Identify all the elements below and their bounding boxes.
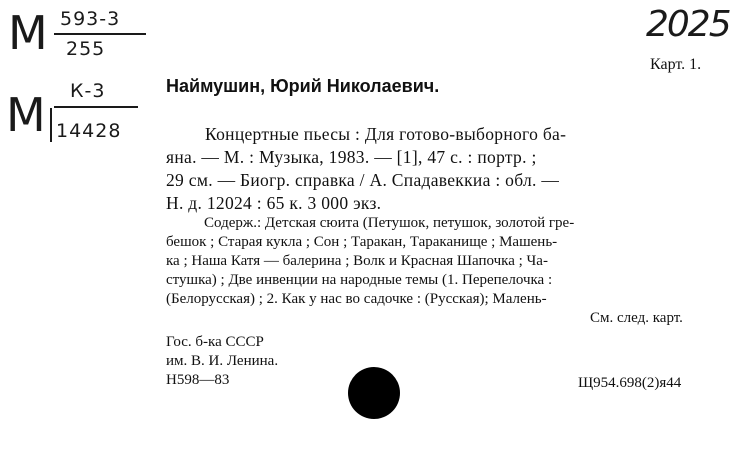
shelfmark-bottom-letter: М xyxy=(6,88,46,142)
card-punch-hole xyxy=(348,367,400,419)
shelfmark-bottom-number: К-3 xyxy=(70,80,106,102)
description-line: 29 см. — Биогр. справка / А. Спадавеккиа : обл. — xyxy=(166,170,560,190)
description-line: Н. д. 12024 : 65 к. 3 000 экз. xyxy=(166,193,382,213)
shelfmark-bottom-denominator: 14428 xyxy=(56,120,122,142)
description-line: яна. — М. : Музыка, 1983. — [1], 47 с. : портр. ; xyxy=(166,147,537,167)
shelfmark-bottom-fraction-line xyxy=(54,106,138,108)
shelfmark-top-denominator: 255 xyxy=(66,38,106,60)
contents-line: Содерж.: Детская сюита (Петушок, петушок, золотой гре- xyxy=(204,215,575,231)
shelfmark-top-fraction-line xyxy=(54,33,146,35)
description-line: Концертные пьесы : Для готово-выборного ба- xyxy=(205,124,567,144)
shelfmark-bottom-bracket xyxy=(50,108,52,142)
contents-line: ка ; Наша Катя — балерина ; Волк и Красная Шапочка ; Ча- xyxy=(166,253,548,269)
shelfmark-top-number: 593-3 xyxy=(60,8,121,30)
shelfmark-top-letter: М xyxy=(8,6,48,60)
card-label: Карт. 1. xyxy=(650,56,702,73)
card-number-line: Н598—83 xyxy=(166,372,230,388)
library-line: им. В. И. Ленина. xyxy=(166,353,279,369)
author-heading: Наймушин, Юрий Николаевич. xyxy=(166,76,440,96)
contents-line: бешок ; Старая кукла ; Сон ; Таракан, Тараканище ; Машень- xyxy=(166,234,558,250)
handwritten-card-number: 2025 xyxy=(646,4,730,45)
library-line: Гос. б-ка СССР xyxy=(166,334,264,350)
contents-line: стушка) ; Две инвенции на народные темы (1. Перепелочка : xyxy=(166,272,553,288)
see-next-card: См. след. карт. xyxy=(590,310,683,326)
classification-code: Щ954.698(2)я44 xyxy=(578,375,682,391)
contents-line: (Белорусская) ; 2. Как у нас во садочке : (Русская); Малень- xyxy=(166,291,547,307)
